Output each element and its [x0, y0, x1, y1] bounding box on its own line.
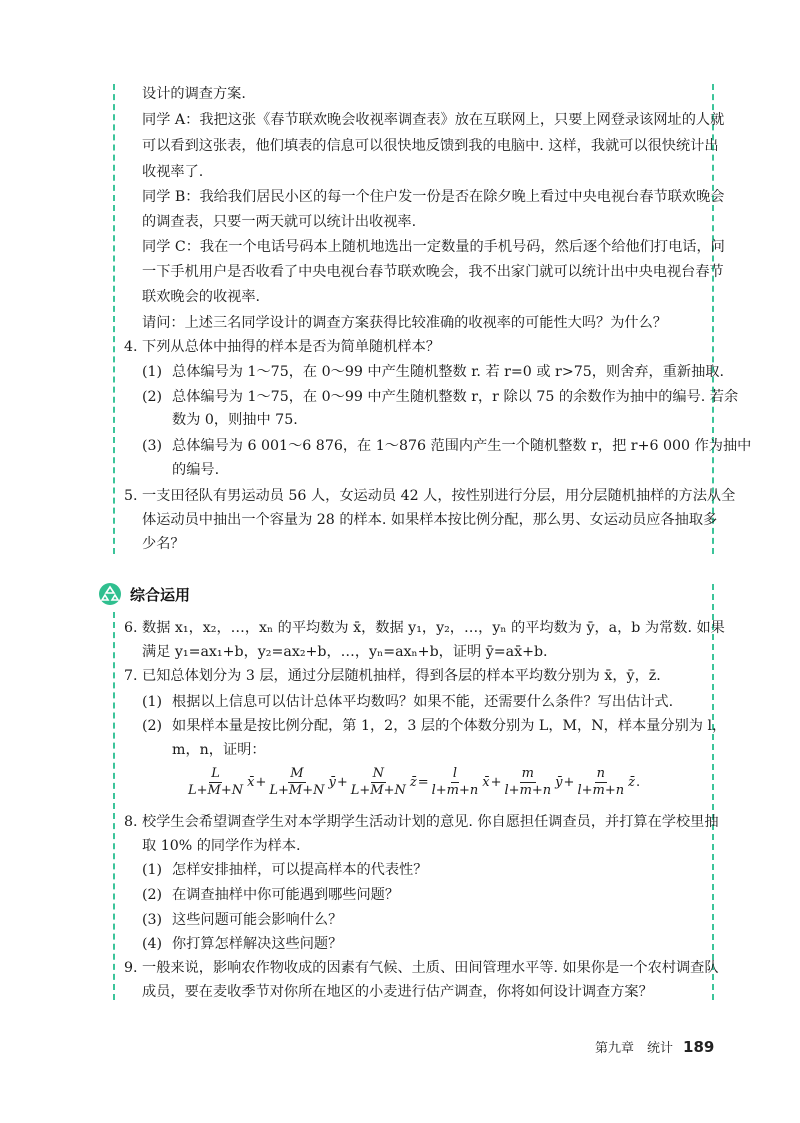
text-line: 一般来说，影响农作物收成的因素有气候、土质、田间管理水平等. 如果你是一个农村调查队: [142, 960, 719, 976]
question-stem: 下列从总体中抽得的样本是否为简单随机样本？: [142, 339, 440, 355]
item-text: 总体编号为 6 001～6 876，在 1～876 范围内产生一个随机整数 r，把 r+6 000 作为抽中: [172, 438, 752, 454]
question-number: 5.: [124, 488, 138, 504]
item-text: 数为 0，则抽中 75.: [172, 412, 298, 428]
item-label: (2): [142, 718, 163, 734]
item-text: 怎样安排抽样，可以提高样本的代表性？: [172, 862, 428, 878]
text-line: 设计的调查方案.: [142, 86, 246, 102]
item-text: 这些问题可能会影响什么？: [172, 912, 343, 928]
fraction: $\frac{n}{l+m+n}$: [577, 766, 625, 798]
text-line: 校学生会希望调查学生对本学期学生活动计划的意见. 你自愿担任调查员，并打算在学校里抽: [142, 814, 719, 830]
item-text: 的编号.: [172, 462, 220, 478]
fraction: $\frac{M}{L+M+N}$: [269, 766, 325, 798]
text-line: 收视率了.: [142, 164, 204, 180]
item-label: (1): [142, 862, 163, 878]
section-title: 综合运用: [130, 585, 191, 604]
page-number: 189: [683, 1038, 715, 1056]
question-number: 9.: [124, 960, 138, 976]
item-text: 你打算怎样解决这些问题？: [172, 936, 343, 952]
recycle-icon: [98, 582, 122, 606]
item-label: (1): [142, 694, 163, 710]
text-line: 少名？: [142, 536, 185, 552]
text-line: 一支田径队有男运动员 56 人，女运动员 42 人，按性别进行分层，用分层随机抽样的方法从全: [142, 488, 736, 504]
text-line: 取 10% 的同学作为样本.: [142, 838, 301, 854]
item-text: 如果样本量是按比例分配，第 1，2，3 层的个体数分别为 L，M，N，样本量分别为 l，: [172, 718, 727, 734]
fraction: $\frac{L}{L+M+N}$: [188, 766, 244, 798]
fraction: $\frac{m}{l+m+n}$: [504, 766, 552, 798]
text-line: 联欢晚会的收视率.: [142, 289, 261, 305]
question-number: 8.: [124, 814, 138, 830]
chapter-label: 第九章 统计: [595, 1041, 674, 1056]
item-label: (1): [142, 364, 163, 380]
item-label: (3): [142, 912, 163, 928]
item-label: (2): [142, 887, 163, 903]
fraction: $\frac{N}{L+M+N}$: [350, 766, 406, 798]
text-line: 请问：上述三名同学设计的调查方案获得比较准确的收视率的可能性大吗？为什么？: [142, 315, 667, 331]
question-number: 4.: [124, 339, 138, 355]
text-line: 成员，要在麦收季节对你所在地区的小麦进行估产调查，你将如何设计调查方案？: [142, 984, 653, 1000]
text-line: 同学 A：我把这张《春节联欢晚会收视率调查表》放在互联网上，只要上网登录该网址的人就: [142, 112, 725, 128]
section-header: [98, 582, 190, 606]
item-label: (3): [142, 438, 163, 454]
equation: $\frac{L}{L+M+N}$ x̄ + $\frac{M}{L+M+N}$ ȳ + $\frac{N}{L+M+N}$ z̄ = $\frac{l}{l+m+n}$ x̄ + $\frac{m}{l+m+n}$ ȳ + $\frac{n}{l+m+n}$ z̄ .: [188, 766, 641, 798]
question-stem: 已知总体划分为 3 层，通过分层随机抽样，得到各层的样本平均数分别为 x̄，ȳ，z̄.: [142, 668, 661, 684]
text-line: 数据 x₁，x₂，…，xₙ 的平均数为 x̄，数据 y₁，y₂，…，yₙ 的平均数为 ȳ，a，b 为常数. 如果: [142, 620, 725, 636]
item-text: 总体编号为 1～75，在 0～99 中产生随机整数 r. 若 r=0 或 r>75，则舍弃，重新抽取.: [172, 364, 724, 380]
text-line: 一下手机用户是否收看了中央电视台春节联欢晚会，我不出家门就可以统计出中央电视台春节: [142, 264, 724, 280]
text-line: 可以看到这张表，他们填表的信息可以很快地反馈到我的电脑中. 这样，我就可以很快统计出: [142, 138, 719, 154]
item-label: (2): [142, 389, 163, 405]
text-line: 体运动员中抽出一个容量为 28 的样本. 如果样本按比例分配，那么男、女运动员应各抽取多: [142, 512, 718, 528]
text-line: 的调查表，只要一两天就可以统计出收视率.: [142, 214, 417, 230]
question-number: 7.: [124, 668, 138, 684]
page-footer: [595, 1037, 714, 1056]
text-line: 同学 B：我给我们居民小区的每一个住户发一份是否在除夕晚上看过中央电视台春节联欢晚会: [142, 189, 725, 205]
item-text: 在调查抽样中你可能遇到哪些问题？: [172, 887, 400, 903]
item-text: 总体编号为 1～75，在 0～99 中产生随机整数 r，r 除以 75 的余数作为抽中的编号. 若余: [172, 389, 739, 405]
question-number: 6.: [124, 620, 138, 636]
left-dashed-border-top: [113, 84, 115, 554]
left-dashed-border-bottom: [113, 612, 115, 1000]
text-line: 满足 y₁=ax₁+b，y₂=ax₂+b，…，yₙ=axₙ+b，证明 ȳ=ax̄+b.: [142, 644, 548, 660]
item-text: 根据以上信息可以估计总体平均数吗？如果不能，还需要什么条件？写出估计式.: [172, 694, 674, 710]
text-line: 同学 C：我在一个电话号码本上随机地选出一定数量的手机号码，然后逐个给他们打电话，问: [142, 239, 725, 255]
item-text: m，n，证明：: [172, 742, 266, 758]
right-dashed-border-bottom: [712, 584, 714, 1000]
item-label: (4): [142, 936, 163, 952]
fraction: $\frac{l}{l+m+n}$: [431, 766, 479, 798]
